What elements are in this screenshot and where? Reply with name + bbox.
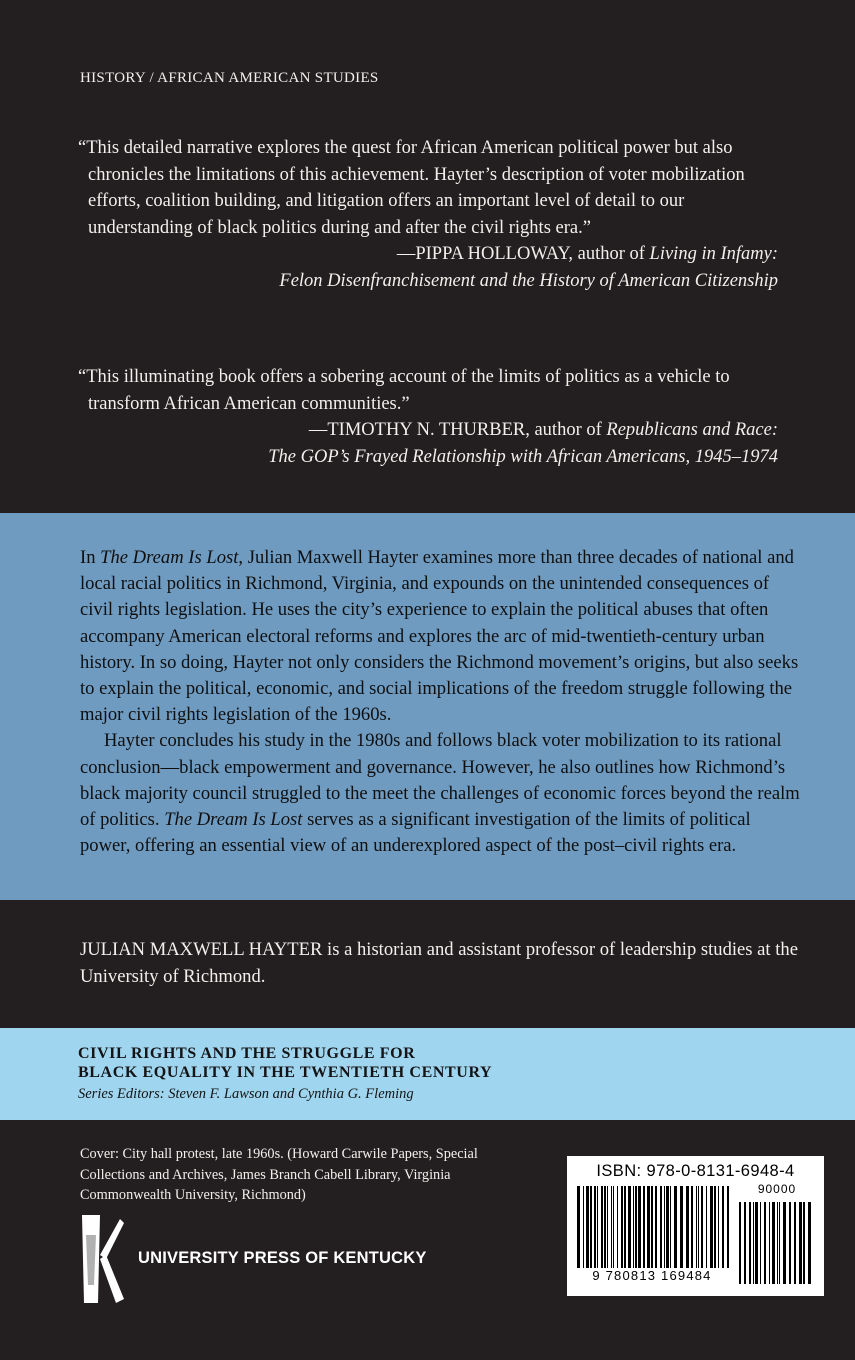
isbn-label: ISBN: 978-0-8131-6948-4 — [596, 1162, 795, 1180]
author-bio-section — [0, 900, 855, 1028]
blurb-2 — [78, 364, 778, 470]
cover-credit: Cover: City hall protest, late 1960s. (Howard Carwile Papers, Special Collections and Archives, James Branch Cabell Library, Virginia Commonwealth University, Richmond) — [80, 1146, 478, 1203]
description-text — [80, 545, 800, 859]
description-paragraph-2: Hayter concludes his study in the 1980s and follows black voter mobilization to its rational conclusion—black empowerment and governance. However, he also outlines how Richmond’s black majority council struggled to the meet the challenges of economic forces beyond the realm of politics. The Dream Is Lost serves as a significant investigation of the limits of political power, offering an essential view of an underexplored aspect of the post–civil rights era. — [80, 730, 800, 857]
series-title: CIVIL RIGHTS AND THE STRUGGLE FOR BLACK EQUALITY IN THE TWENTIETH CENTURY — [78, 1045, 493, 1081]
blurb-1 — [78, 135, 778, 294]
barcode-addon-digits: 90000 — [757, 1182, 797, 1196]
blurb-1-text: “This detailed narrative explores the quest for African American political power but also chronicles the limitations of this achievement. Hayter’s description of voter mobilization efforts, coalition building, and litigation offers an important level of detail to our understanding of black politics during and after the civil rights era.” — [78, 138, 745, 238]
isbn-barcode — [567, 1156, 824, 1296]
description-paragraph-1: In The Dream Is Lost, Julian Maxwell Hayter examines more than three decades of national and local racial politics in Richmond, Virginia, and expounds on the unintended consequences of civil rights legislation. He uses the city’s experience to explain the political abuses that often accompany American electoral reforms and explores the arc of mid-twentieth-century urban history. In so doing, Hayter not only considers the Richmond movement’s origins, but also seeks to explain the political, economic, and social implications of the freedom struggle following the major civil rights legislation of the 1960s. — [80, 547, 799, 726]
blurbs-section — [0, 0, 855, 513]
barcode-main-digits: 9 780813 169484 — [569, 1268, 735, 1284]
description-section — [0, 513, 855, 900]
series-band — [0, 1028, 855, 1120]
barcode-addon-bars — [739, 1202, 815, 1284]
blurb-1-attribution: —PIPPA HOLLOWAY, author of Living in Infamy: Felon Disenfranchisement and the History of American Citizenship — [279, 244, 778, 291]
publisher-name: UNIVERSITY PRESS OF KENTUCKY — [138, 1249, 427, 1267]
series-editors: Series Editors: Steven F. Lawson and Cynthia G. Fleming — [78, 1086, 414, 1102]
footer-section — [0, 1120, 855, 1360]
blurb-2-text: “This illuminating book offers a sobering account of the limits of politics as a vehicle to transform African American communities.” — [78, 367, 730, 414]
author-bio: JULIAN MAXWELL HAYTER is a historian and assistant professor of leadership studies at the University of Richmond. — [80, 939, 798, 987]
category-label: HISTORY / AFRICAN AMERICAN STUDIES — [80, 70, 379, 86]
press-k-logo-icon — [80, 1215, 125, 1303]
blurb-2-attribution: —TIMOTHY N. THURBER, author of Republicans and Race: The GOP’s Frayed Relationship with African Americans, 1945–1974 — [268, 420, 778, 467]
